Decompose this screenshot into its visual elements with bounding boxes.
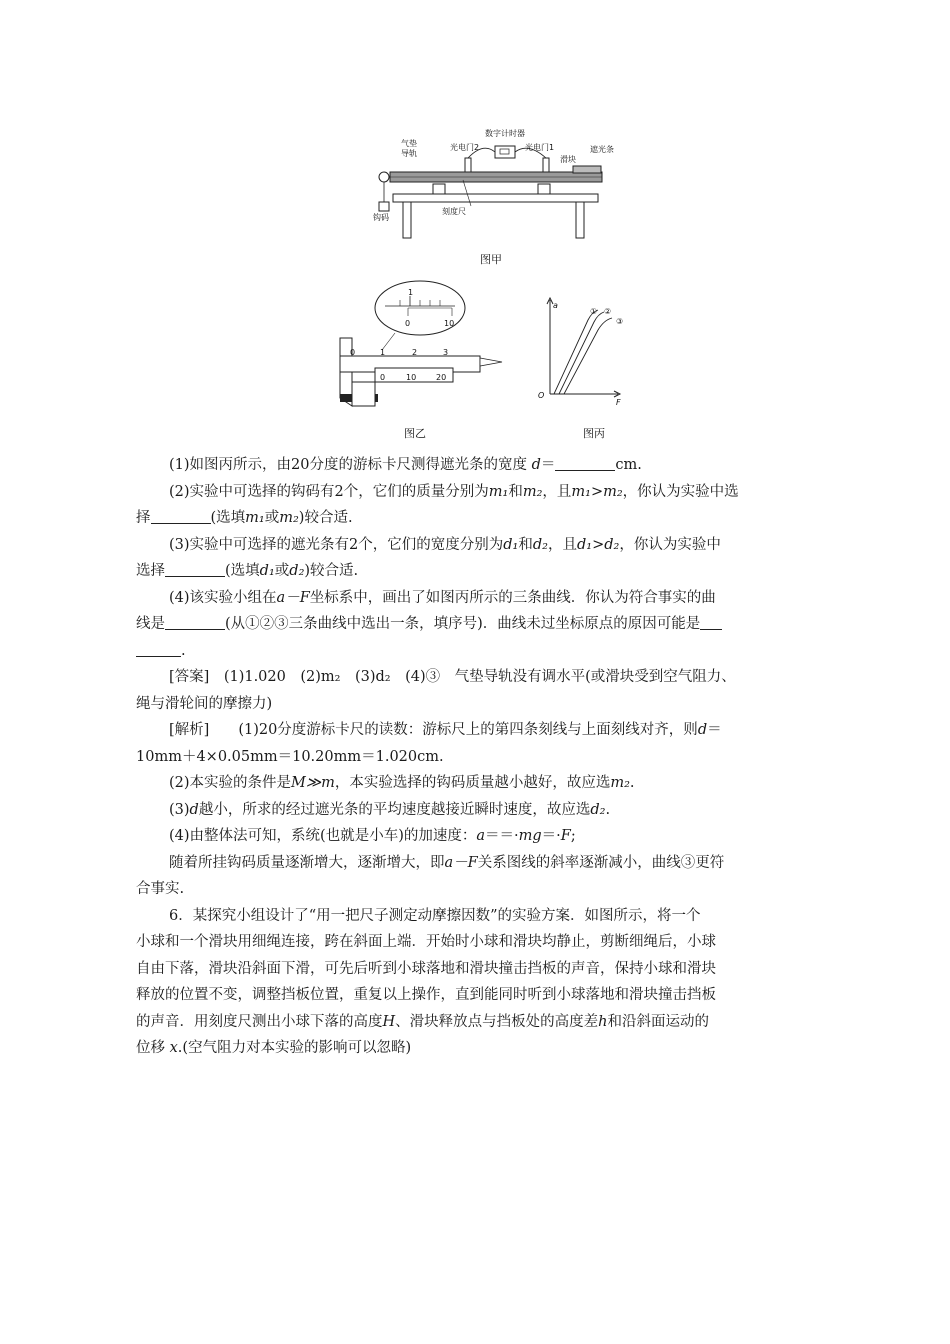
label-gate1: 光电门1	[525, 143, 555, 152]
curve-label-3: ③	[616, 317, 624, 326]
main-scale-3: 3	[443, 348, 449, 357]
q2-line2: 择 (选填m₁或m₂)较合适.	[136, 505, 816, 532]
caption-fig-a: 图甲	[480, 253, 502, 266]
vernier-10: 10	[406, 373, 417, 382]
question-body	[136, 452, 816, 1062]
q1-blank[interactable]	[555, 454, 615, 471]
air-track-diagram	[368, 122, 618, 240]
caption-fig-c: 图丙	[583, 427, 605, 440]
analysis-line4: (3)d越小，所求的经过遮光条的平均速度越接近瞬时速度，故应选d₂.	[169, 801, 611, 818]
q4-line2: 线是 (从①②③三条曲线中选出一条，填序号)．曲线未过坐标原点的原因可能是	[136, 611, 816, 638]
q1-line: (1)如图丙所示，由20分度的游标卡尺测得遮光条的宽度 d＝ cm.	[136, 452, 816, 479]
q3-line1: (3)实验中可选择的遮光条有2个，它们的宽度分别为d₁和d₂，且d₁>d₂，你认为实验中	[169, 536, 721, 553]
zoom-scale-top: 1	[408, 288, 414, 297]
zoom-vernier-10: 10	[444, 319, 455, 328]
q6-line1: 6．某探究小组设计了“用一把尺子测定动摩擦因数”的实验方案．如图所示，将一个	[169, 907, 701, 924]
curve-label-1: ①	[590, 307, 598, 316]
curve-label-2: ②	[604, 307, 612, 316]
vernier-20: 20	[436, 373, 447, 382]
q2-blank[interactable]	[151, 507, 211, 524]
analysis-line1: [解析] (1)20分度游标卡尺的读数：游标尺上的第四条刻线与上面刻线对齐，则d＝	[169, 722, 722, 738]
q6-line6: 位移 x.(空气阻力对本实验的影响可以忽略)	[136, 1040, 412, 1056]
q6-line2: 小球和一个滑块用细绳连接，跨在斜面上端．开始时小球和滑块均静止，剪断细绳后，小球	[136, 934, 716, 950]
answer-line2: 绳与滑轮间的摩擦力)	[136, 695, 273, 712]
label-shading-strip: 遮光条	[590, 145, 614, 154]
q4-line3: .	[136, 638, 816, 665]
label-gate2: 光电门2	[450, 143, 480, 152]
curve-1	[554, 310, 598, 394]
label-weight: 钩码	[373, 213, 389, 222]
graph-x-axis: F	[616, 398, 621, 407]
main-scale-2: 2	[412, 348, 418, 357]
analysis-line3: (2)本实验的条件是M≫m，本实验选择的钩码质量越小越好，故应选m₂.	[169, 775, 635, 791]
analysis-line6: 随着所挂钩码质量逐渐增大，逐渐增大，即a－F关系图线的斜率逐渐减小，曲线③更符	[169, 854, 725, 871]
q6-line4: 释放的位置不变，调整挡板位置，重复以上操作，直到能同时听到小球落地和滑块撞击挡板	[136, 987, 716, 1003]
q6-line5: 的声音．用刻度尺测出小球下落的高度H、滑块释放点与挡板处的高度差h和沿斜面运动的	[136, 1013, 709, 1030]
answer-line1: [答案] (1)1.020 (2)m₂ (3)d₂ (4)③ 气垫导轨没有调水平(或滑块受到空气阻力、	[169, 669, 736, 685]
q4-line1: (4)该实验小组在a－F坐标系中，画出了如图丙所示的三条曲线．你认为符合事实的曲	[169, 589, 716, 606]
zoom-vernier-0: 0	[405, 319, 411, 328]
q6-line3: 自由下落，滑块沿斜面下滑，可先后听到小球落地和滑块撞击挡板的声音，保持小球和滑块	[136, 960, 716, 977]
label-slider: 滑块	[560, 155, 576, 164]
label-air-track-2: 导轨	[401, 149, 417, 158]
label-air-track-1: 气垫	[401, 139, 417, 148]
q2-line1: (2)实验中可选择的钩码有2个，它们的质量分别为m₁和m₂，且m₁>m₂，你认为实验中选	[169, 483, 739, 500]
analysis-line5: (4)由整体法可知，系统(也就是小车)的加速度：a＝＝·mg＝·F;	[169, 828, 576, 844]
q3-blank[interactable]	[165, 560, 225, 577]
caption-fig-b: 图乙	[404, 427, 426, 440]
label-ruler: 刻度尺	[442, 207, 466, 216]
main-scale-0: 0	[350, 348, 356, 357]
main-scale-1: 1	[380, 348, 386, 357]
q3-line2: 选择 (选填d₁或d₂)较合适.	[136, 558, 816, 585]
a-f-graph	[530, 290, 645, 410]
analysis-line2: 10mm＋4×0.05mm＝10.20mm＝1.020cm.	[136, 748, 444, 765]
analysis-line7: 合事实.	[136, 881, 185, 897]
q4-blank-1[interactable]	[165, 613, 225, 630]
curve-2	[559, 312, 604, 394]
vernier-0: 0	[380, 373, 386, 382]
vernier-caliper-diagram	[330, 278, 510, 414]
graph-origin: O	[538, 391, 545, 400]
label-timer: 数字计时器	[485, 129, 525, 138]
q4-blank-2a[interactable]	[700, 613, 722, 630]
graph-y-axis: a	[553, 301, 558, 310]
q4-blank-2b[interactable]	[136, 640, 181, 657]
